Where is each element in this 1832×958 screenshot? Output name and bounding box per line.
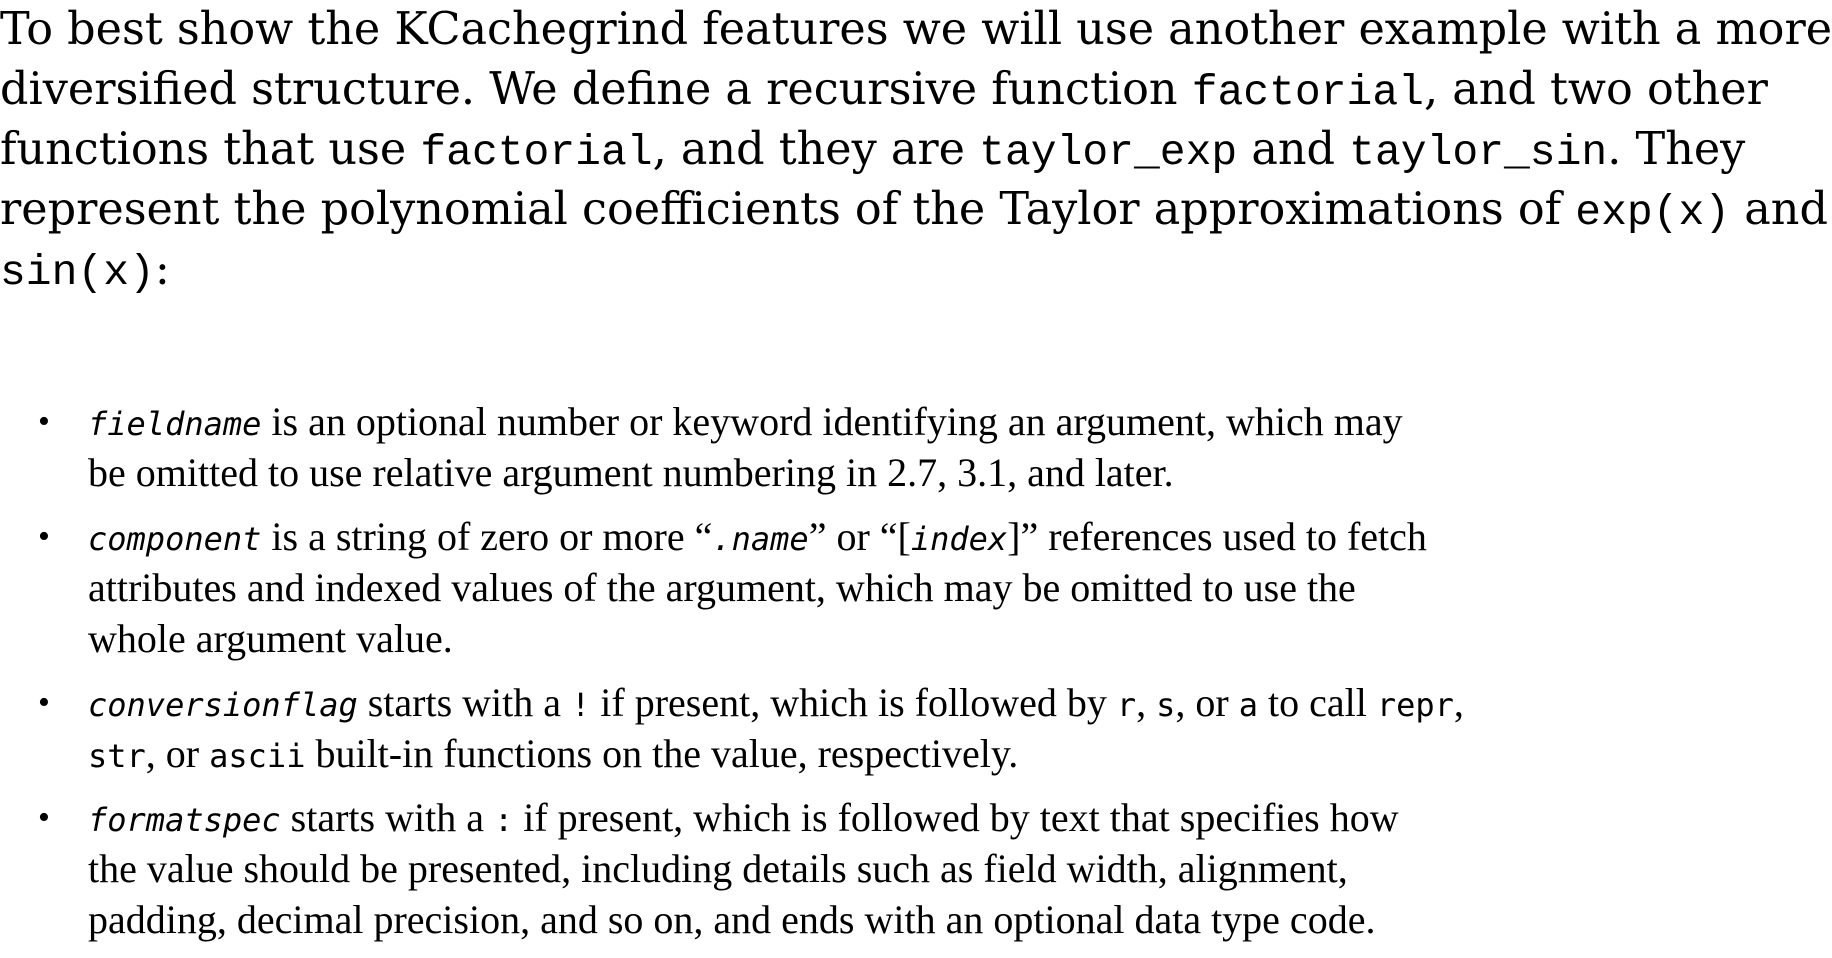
bullet-dot: • <box>38 518 50 555</box>
code-a: a <box>1238 686 1258 724</box>
code-factorial: factorial <box>420 128 653 177</box>
list-item-conversionflag: • conversionflag starts with a ! if present, which is followed by r, s, or a to call repr, str, or ascii built-in functions on the value, respectively. <box>0 677 1560 779</box>
intro-line-2: diversified structure. We define a recursive function factorial, and two other <box>0 64 1768 117</box>
code-name: .name <box>712 520 809 558</box>
bullet-list <box>0 396 1560 958</box>
bullet-dot: • <box>38 799 50 836</box>
code-index: index <box>910 520 1008 558</box>
code-exp-x: exp(x) <box>1575 188 1731 237</box>
bullet-dot: • <box>38 684 50 721</box>
term-formatspec: formatspec <box>88 801 281 839</box>
code-str: str <box>88 737 146 775</box>
code-s: s <box>1156 686 1176 724</box>
term-conversionflag: conversionflag <box>88 686 358 724</box>
code-repr: repr <box>1376 686 1454 724</box>
code-sin-x: sin(x) <box>0 248 155 297</box>
list-item-component: • component is a string of zero or more “.name” or “[index]” references used to fetch attributes and indexed values of the argument, which may be omitted to use the whole argument value. <box>0 511 1560 664</box>
code-r: r <box>1116 686 1137 724</box>
term-component: component <box>88 520 262 558</box>
list-item-fieldname: • fieldname is an optional number or keyword identifying an argument, which may be omitted to use relative argument numbering in 2.7, 3.1, and later. <box>0 396 1560 498</box>
code-factorial: factorial <box>1191 68 1424 117</box>
intro-paragraph <box>0 0 1832 300</box>
code-colon: : <box>493 801 514 839</box>
code-taylor-sin: taylor_sin <box>1349 128 1608 177</box>
code-taylor-exp: taylor_exp <box>979 128 1238 177</box>
intro-line-1: To best show the KCachegrind features we will use another example with a more <box>0 4 1832 55</box>
term-fieldname: fieldname <box>88 405 262 443</box>
intro-line-3: functions that use factorial, and they are taylor_exp and taylor_sin. They <box>0 124 1746 177</box>
intro-line-5: sin(x): <box>0 244 170 297</box>
intro-line-4: represent the polynomial coefficients of the Taylor approximations of exp(x) and <box>0 184 1828 237</box>
code-ascii: ascii <box>209 737 306 775</box>
code-bang: ! <box>571 686 591 724</box>
bullet-dot: • <box>38 403 50 440</box>
list-item-formatspec: • formatspec starts with a : if present, which is followed by text that specifies how the value should be presented, including details such as field width, alignment, padding, decimal precision, and so on, and ends with an optional data type code. <box>0 792 1560 945</box>
